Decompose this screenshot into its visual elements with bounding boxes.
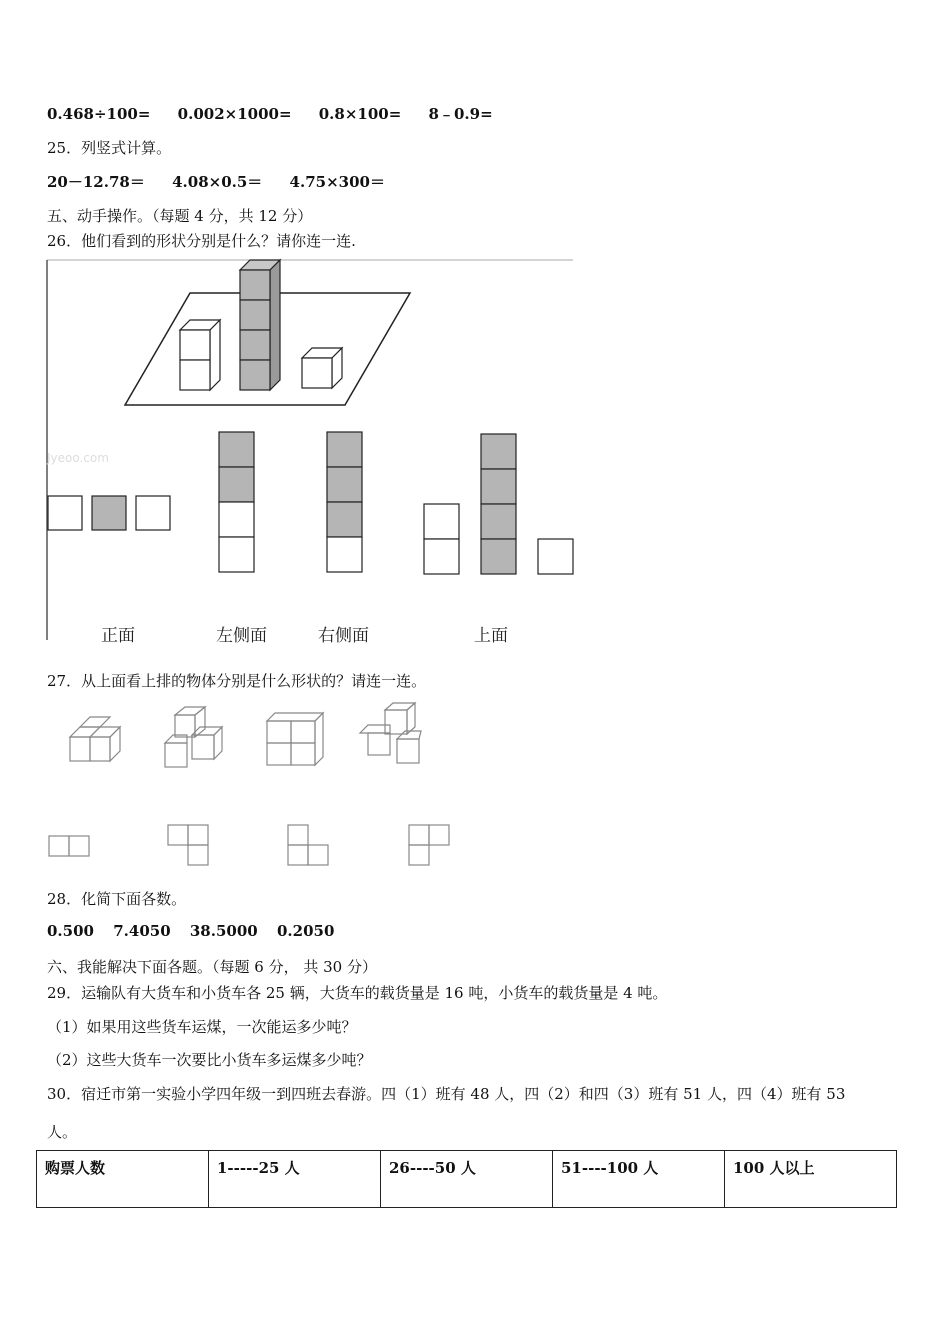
top-view-1 xyxy=(49,836,89,856)
q30-title: 30．宿迁市第一实验小学四年级一到四班去春游。四（1）班有 48 人，四（2）和四（3）班有 51 人，四（4）班有 53 xyxy=(47,1085,846,1103)
object-3 xyxy=(267,713,323,765)
section-6-title: 六、我能解决下面各题。（每题 6 分， 共 30 分） xyxy=(47,958,377,976)
label-front: 正面 xyxy=(101,626,135,646)
q26-title: 26．他们看到的形状分别是什么？请你连一连. xyxy=(47,232,356,250)
view-option-column-a xyxy=(219,432,254,572)
q28-title: 28．化简下面各数。 xyxy=(47,890,187,908)
q29-sub1: （1）如果用这些货车运煤，一次能运多少吨？ xyxy=(47,1018,357,1036)
table-cell: 51----100 人 xyxy=(553,1151,725,1208)
top-view-2 xyxy=(168,825,208,865)
table-row xyxy=(37,1151,897,1208)
section-5-title: 五、动手操作。（每题 4 分，共 12 分） xyxy=(47,207,313,225)
number: 0.500 xyxy=(47,922,94,940)
top-view-4 xyxy=(409,825,449,865)
gray-stack-4 xyxy=(240,260,280,390)
watermark: Jyeoo.com xyxy=(47,451,109,465)
table-cell: 100 人以上 xyxy=(725,1151,897,1208)
q24-expressions xyxy=(47,103,515,124)
number: 0.2050 xyxy=(276,922,335,940)
q27-figure xyxy=(0,695,600,875)
q29-sub2: （2）这些大货车一次要比小货车多运煤多少吨？ xyxy=(47,1051,372,1069)
table-cell: 购票人数 xyxy=(37,1151,209,1208)
label-top: 上面 xyxy=(474,626,508,646)
expr: 20－12.78＝ xyxy=(47,173,145,191)
expr: 4.08×0.5＝ xyxy=(172,173,263,191)
number: 7.4050 xyxy=(113,922,171,940)
object-2 xyxy=(165,707,222,767)
white-cube-1 xyxy=(302,348,342,388)
expr: 8﹣0.9= xyxy=(428,105,493,123)
object-4 xyxy=(360,703,421,763)
top-view-3 xyxy=(288,825,328,865)
expr: 0.8×100= xyxy=(318,105,402,123)
number: 38.5000 xyxy=(189,922,258,940)
q26-figure xyxy=(0,255,600,650)
expr: 0.468÷100= xyxy=(47,105,151,123)
label-left-side: 左侧面 xyxy=(216,626,267,646)
ticket-table xyxy=(36,1150,897,1208)
expr: 0.002×1000= xyxy=(177,105,292,123)
table-cell: 1-----25 人 xyxy=(209,1151,381,1208)
q30-title-cont: 人。 xyxy=(47,1123,78,1141)
label-right-side: 右侧面 xyxy=(318,626,369,646)
q25-expressions xyxy=(47,171,407,192)
object-1 xyxy=(70,717,120,761)
expr: 4.75×300＝ xyxy=(289,173,385,191)
white-stack-2 xyxy=(180,320,220,390)
q25-title: 25．列竖式计算。 xyxy=(47,139,172,157)
q29-title: 29．运输队有大货车和小货车各 25 辆，大货车的载货量是 16 吨，小货车的载货量是 4 吨。 xyxy=(47,984,668,1002)
view-option-row xyxy=(48,496,170,530)
view-option-column-b xyxy=(327,432,362,572)
q27-title: 27．从上面看上排的物体分别是什么形状的？请连一连。 xyxy=(47,672,427,690)
q28-numbers xyxy=(47,922,356,940)
table-cell: 26----50 人 xyxy=(381,1151,553,1208)
view-option-mixed xyxy=(424,434,573,574)
